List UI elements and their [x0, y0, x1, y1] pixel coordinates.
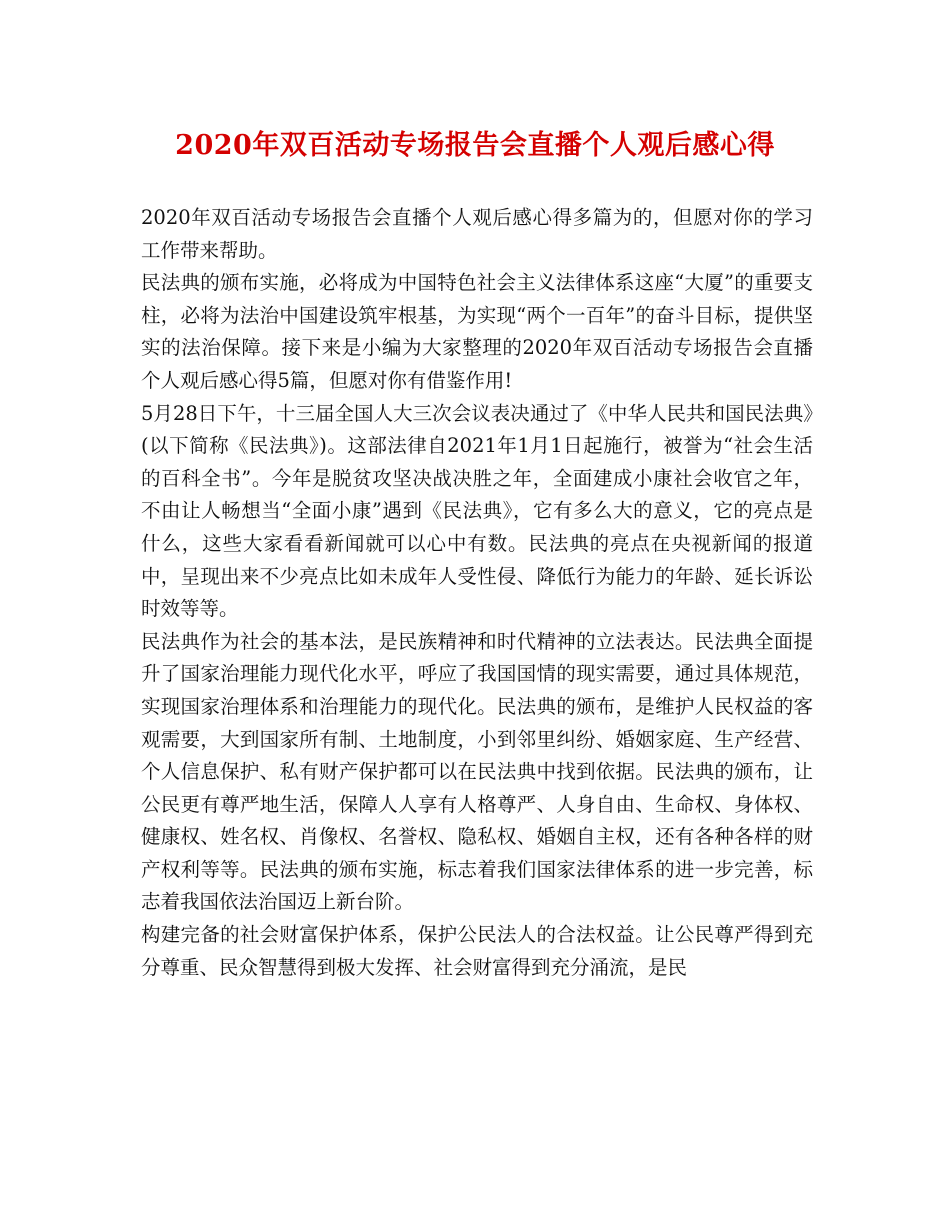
document-title: 2020年双百活动专场报告会直播个人观后感心得	[175, 130, 775, 161]
paragraph-wealth-protection: 构建完备的社会财富保护体系，保护公民法人的合法权益。让公民尊严得到充分尊重、民众智慧得到极大发挥、社会财富得到充分涌流，是民	[141, 923, 813, 979]
paragraph-intro: 2020年双百活动专场报告会直播个人观后感心得多篇为的，但愿对你的学习工作带来帮助。	[141, 206, 813, 262]
paragraph-basic-law: 民法典作为社会的基本法，是民族精神和时代精神的立法表达。民法典全面提升了国家治理能力现代化水平，呼应了我国国情的现实需要，通过具体规范，实现国家治理体系和治理能力的现代化。民法典的颁布，是维护人民权益的客观需要，大到国家所有制、土地制度，小到邻里纠纷、婚姻家庭、生产经营、个人信息保护、私有财产保护都可以在民法典中找到依据。民法典的颁布，让公民更有尊严地生活，保障人人享有人格尊严、人身自由、生命权、身体权、健康权、姓名权、肖像权、名誉权、隐私权、婚姻自主权，还有各种各样的财产权利等等。民法典的颁布实施，标志着我们国家法律体系的进一步完善，标志着我国依法治国迈上新台阶。	[141, 629, 813, 914]
document-body	[141, 202, 813, 984]
paragraph-may-28: 5月28日下午，十三届全国人大三次会议表决通过了《中华人民共和国民法典》(以下简称《民法典》)。这部法律自2021年1月1日起施行，被誉为“社会生活的百科全书”。今年是脱贫攻坚决战决胜之年，全面建成小康社会收官之年，不由让人畅想当“全面小康”遇到《民法典》，它有多么大的意义，它的亮点是什么，这些大家看看新闻就可以心中有数。民法典的亮点在央视新闻的报道中，呈现出来不少亮点比如未成年人受性侵、降低行为能力的年龄、延长诉讼时效等等。	[141, 401, 813, 621]
paragraph-summary: 民法典的颁布实施，必将成为中国特色社会主义法律体系这座“大厦”的重要支柱，必将为法治中国建设筑牢根基，为实现“两个一百年”的奋斗目标，提供坚实的法治保障。接下来是小编为大家整理的2020年双百活动专场报告会直播个人观后感心得5篇，但愿对你有借鉴作用!	[141, 271, 813, 392]
